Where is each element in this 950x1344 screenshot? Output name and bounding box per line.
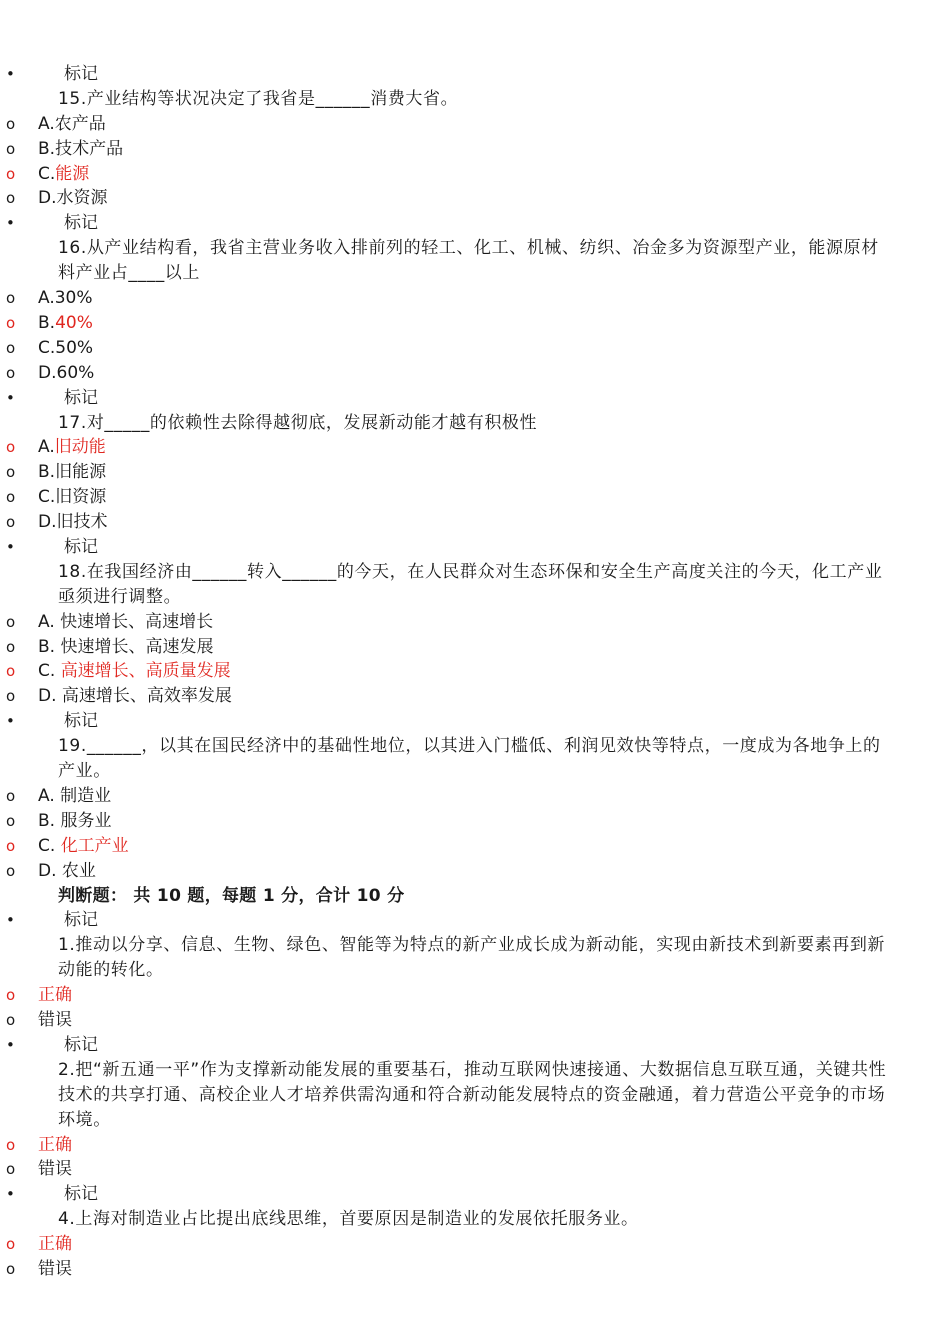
option-label bbox=[38, 336, 93, 361]
option-label bbox=[38, 834, 129, 859]
option-radio-icon[interactable]: o bbox=[6, 488, 16, 507]
question-text-row bbox=[0, 933, 950, 983]
option-label bbox=[38, 809, 111, 834]
option-text: 30% bbox=[54, 288, 93, 309]
option-row[interactable] bbox=[0, 684, 950, 709]
option-text: 农业 bbox=[61, 860, 96, 881]
option-row[interactable] bbox=[0, 361, 950, 386]
option-prefix: C. bbox=[38, 337, 56, 358]
option-row[interactable] bbox=[0, 435, 950, 460]
question-text: 18.在我国经济由______转入______的今天，在人民群众对生态环保和安全生产高度关注的今天，化工产业亟须进行调整。 bbox=[58, 561, 883, 607]
option-text: 旧资源 bbox=[55, 487, 107, 508]
option-prefix: C. bbox=[38, 661, 61, 682]
question-text: 15.产业结构等状况决定了我省是______消费大省。 bbox=[58, 88, 459, 109]
option-text: 高速增长、高效率发展 bbox=[61, 686, 232, 707]
option-label bbox=[38, 510, 108, 535]
mark-row bbox=[0, 709, 950, 734]
option-label bbox=[38, 361, 94, 386]
option-row[interactable] bbox=[0, 809, 950, 834]
option-text: 旧能源 bbox=[55, 462, 107, 483]
option-label bbox=[38, 635, 213, 660]
bullet-disc-icon: • bbox=[6, 537, 15, 556]
option-radio-icon[interactable]: o bbox=[6, 662, 16, 681]
option-prefix: D. bbox=[38, 362, 57, 383]
option-prefix: A. bbox=[38, 288, 55, 309]
option-text-correct: 高速增长、高质量发展 bbox=[60, 661, 231, 682]
question-text-row bbox=[0, 1207, 950, 1232]
option-text: 快速增长、高速增长 bbox=[60, 611, 214, 632]
option-row[interactable] bbox=[0, 1133, 950, 1158]
option-prefix: C. bbox=[38, 163, 56, 184]
option-row[interactable] bbox=[0, 610, 950, 635]
option-label bbox=[38, 460, 106, 485]
mark-row bbox=[0, 211, 950, 236]
section-title: 判断题： 共 10 题，每题 1 分，合计 10 分 bbox=[58, 885, 405, 906]
option-label bbox=[38, 186, 108, 211]
option-label bbox=[38, 137, 123, 162]
question-text-row bbox=[0, 1058, 950, 1133]
option-label bbox=[38, 1232, 72, 1257]
mark-button[interactable]: 标记 bbox=[64, 1034, 98, 1055]
option-label bbox=[38, 311, 93, 336]
option-text-correct: 化工产业 bbox=[60, 835, 129, 856]
option-row[interactable] bbox=[0, 510, 950, 535]
option-label bbox=[38, 162, 89, 187]
option-text-correct: 旧动能 bbox=[54, 437, 106, 458]
mark-row bbox=[0, 62, 950, 87]
mark-row bbox=[0, 1182, 950, 1207]
option-radio-icon[interactable]: o bbox=[6, 164, 16, 183]
option-row[interactable] bbox=[0, 1257, 950, 1282]
option-text-correct: 正确 bbox=[38, 985, 72, 1006]
mark-button[interactable]: 标记 bbox=[64, 711, 98, 732]
option-prefix: B. bbox=[38, 312, 56, 333]
section-heading-row bbox=[0, 884, 950, 909]
option-row[interactable] bbox=[0, 1157, 950, 1182]
option-text: 错误 bbox=[38, 1258, 72, 1279]
option-text: 制造业 bbox=[60, 785, 112, 806]
option-radio-icon[interactable]: o bbox=[6, 1235, 16, 1254]
option-radio-icon[interactable]: o bbox=[6, 687, 16, 706]
question-text: 4.上海对制造业占比提出底线思维，首要原因是制造业的发展依托服务业。 bbox=[58, 1209, 639, 1230]
option-label bbox=[38, 784, 111, 809]
option-text: 水资源 bbox=[56, 188, 108, 209]
option-text: 50% bbox=[55, 337, 94, 358]
option-text: 旧技术 bbox=[56, 512, 108, 533]
option-prefix: A. bbox=[38, 437, 55, 458]
question-text: 1.推动以分享、信息、生物、绿色、智能等为特点的新产业成长成为新动能，实现由新技术到新要素再到新动能的转化。 bbox=[58, 935, 886, 981]
option-label bbox=[38, 684, 232, 709]
option-prefix: B. bbox=[38, 138, 56, 159]
option-radio-icon[interactable]: o bbox=[6, 463, 16, 482]
option-row[interactable] bbox=[0, 784, 950, 809]
option-row[interactable] bbox=[0, 1232, 950, 1257]
option-row[interactable] bbox=[0, 162, 950, 187]
option-label bbox=[38, 983, 72, 1008]
option-radio-icon[interactable]: o bbox=[6, 1135, 16, 1154]
question-text: 16.从产业结构看，我省主营业务收入排前列的轻工、化工、机械、纺织、冶金多为资源型产业，能源原材料产业占____以上 bbox=[58, 238, 879, 284]
option-row[interactable] bbox=[0, 311, 950, 336]
question-text: 17.对_____的依赖性去除得越彻底，发展新动能才越有积极性 bbox=[58, 412, 538, 433]
option-row[interactable] bbox=[0, 336, 950, 361]
option-prefix: D. bbox=[38, 860, 62, 881]
question-text-row bbox=[0, 734, 950, 784]
question-text-row bbox=[0, 87, 950, 112]
option-label bbox=[38, 859, 96, 884]
option-row[interactable] bbox=[0, 983, 950, 1008]
option-row[interactable] bbox=[0, 112, 950, 137]
option-label bbox=[38, 286, 93, 311]
option-row[interactable] bbox=[0, 659, 950, 684]
bullet-disc-icon: • bbox=[6, 712, 15, 731]
option-label bbox=[38, 1157, 72, 1182]
option-radio-icon[interactable]: o bbox=[6, 1011, 16, 1029]
mark-button[interactable]: 标记 bbox=[64, 387, 98, 408]
option-radio-icon[interactable]: o bbox=[6, 313, 16, 332]
option-radio-icon[interactable]: o bbox=[6, 363, 16, 382]
mark-row bbox=[0, 535, 950, 560]
option-prefix: B. bbox=[38, 810, 61, 831]
option-text-correct: 正确 bbox=[38, 1134, 72, 1155]
option-prefix: A. bbox=[38, 113, 55, 134]
bullet-disc-icon: • bbox=[6, 911, 15, 930]
option-label bbox=[38, 1008, 72, 1033]
question-text-row bbox=[0, 236, 950, 286]
option-text-correct: 正确 bbox=[38, 1234, 72, 1255]
option-row[interactable] bbox=[0, 137, 950, 162]
option-radio-icon[interactable]: o bbox=[6, 612, 16, 631]
option-prefix: B. bbox=[38, 636, 61, 657]
mark-button[interactable]: 标记 bbox=[64, 536, 98, 557]
option-prefix: B. bbox=[38, 462, 56, 483]
option-row[interactable] bbox=[0, 485, 950, 510]
mark-button[interactable]: 标记 bbox=[64, 1184, 98, 1205]
option-radio-icon[interactable]: o bbox=[6, 861, 16, 880]
option-prefix: D. bbox=[38, 686, 62, 707]
mark-button[interactable]: 标记 bbox=[64, 213, 98, 234]
option-row[interactable] bbox=[0, 859, 950, 884]
option-prefix: A. bbox=[38, 785, 61, 806]
option-prefix: A. bbox=[38, 611, 61, 632]
option-radio-icon[interactable]: o bbox=[6, 513, 16, 532]
mark-row bbox=[0, 386, 950, 411]
option-label bbox=[38, 1133, 72, 1158]
option-row[interactable] bbox=[0, 635, 950, 660]
bullet-disc-icon: • bbox=[6, 65, 15, 83]
option-text-correct: 40% bbox=[55, 312, 93, 333]
question-text-row bbox=[0, 411, 950, 436]
option-radio-icon[interactable]: o bbox=[6, 986, 16, 1005]
bullet-disc-icon: • bbox=[6, 214, 15, 233]
option-radio-icon[interactable]: o bbox=[6, 438, 16, 457]
question-text: 2.把“新五通一平”作为支撑新动能发展的重要基石，推动互联网快速接通、大数据信息互联互通，关键共性技术的共享打通、高校企业人才培养供需沟通和符合新动能发展特点的资金融通，着力营造公平竞争的市场环境。 bbox=[58, 1059, 887, 1130]
option-label bbox=[38, 435, 106, 460]
option-prefix: C. bbox=[38, 835, 61, 856]
option-text: 60% bbox=[56, 362, 95, 383]
option-label bbox=[38, 1257, 72, 1282]
option-radio-icon[interactable]: o bbox=[6, 811, 16, 830]
option-radio-icon[interactable]: o bbox=[6, 786, 16, 805]
bullet-disc-icon: • bbox=[6, 1185, 15, 1204]
option-row[interactable] bbox=[0, 460, 950, 485]
option-prefix: C. bbox=[38, 487, 56, 508]
option-row[interactable] bbox=[0, 186, 950, 211]
option-text: 农产品 bbox=[54, 113, 106, 134]
option-radio-icon[interactable]: o bbox=[6, 114, 16, 133]
option-radio-icon[interactable]: o bbox=[6, 289, 16, 308]
option-radio-icon[interactable]: o bbox=[6, 836, 16, 855]
option-prefix: D. bbox=[38, 512, 57, 533]
option-text: 错误 bbox=[38, 1159, 72, 1180]
option-prefix: D. bbox=[38, 188, 57, 209]
question-text: 19.______，以其在国民经济中的基础性地位，以其进入门槛低、利润见效快等特点，一度成为各地争上的产业。 bbox=[58, 736, 881, 782]
option-label bbox=[38, 610, 213, 635]
option-label bbox=[38, 659, 231, 684]
option-label bbox=[38, 485, 106, 510]
exam-document bbox=[0, 62, 950, 1282]
option-radio-icon[interactable]: o bbox=[6, 1259, 16, 1278]
option-text: 快速增长、高速发展 bbox=[60, 636, 214, 657]
bullet-disc-icon: • bbox=[6, 388, 15, 407]
mark-button[interactable]: 标记 bbox=[64, 910, 98, 931]
option-radio-icon[interactable]: o bbox=[6, 139, 16, 158]
option-row[interactable] bbox=[0, 1008, 950, 1033]
mark-row bbox=[0, 908, 950, 933]
option-row[interactable] bbox=[0, 286, 950, 311]
option-text: 错误 bbox=[38, 1010, 72, 1030]
bullet-disc-icon: • bbox=[6, 1035, 15, 1054]
option-radio-icon[interactable]: o bbox=[6, 189, 16, 208]
mark-button[interactable]: 标记 bbox=[64, 64, 98, 84]
option-text: 技术产品 bbox=[55, 138, 124, 159]
option-row[interactable] bbox=[0, 834, 950, 859]
option-label bbox=[38, 112, 106, 137]
question-text-row bbox=[0, 560, 950, 610]
mark-row bbox=[0, 1033, 950, 1058]
option-radio-icon[interactable]: o bbox=[6, 338, 16, 357]
option-text: 服务业 bbox=[60, 810, 112, 831]
option-text-correct: 能源 bbox=[55, 163, 90, 184]
option-radio-icon[interactable]: o bbox=[6, 637, 16, 656]
option-radio-icon[interactable]: o bbox=[6, 1160, 16, 1179]
